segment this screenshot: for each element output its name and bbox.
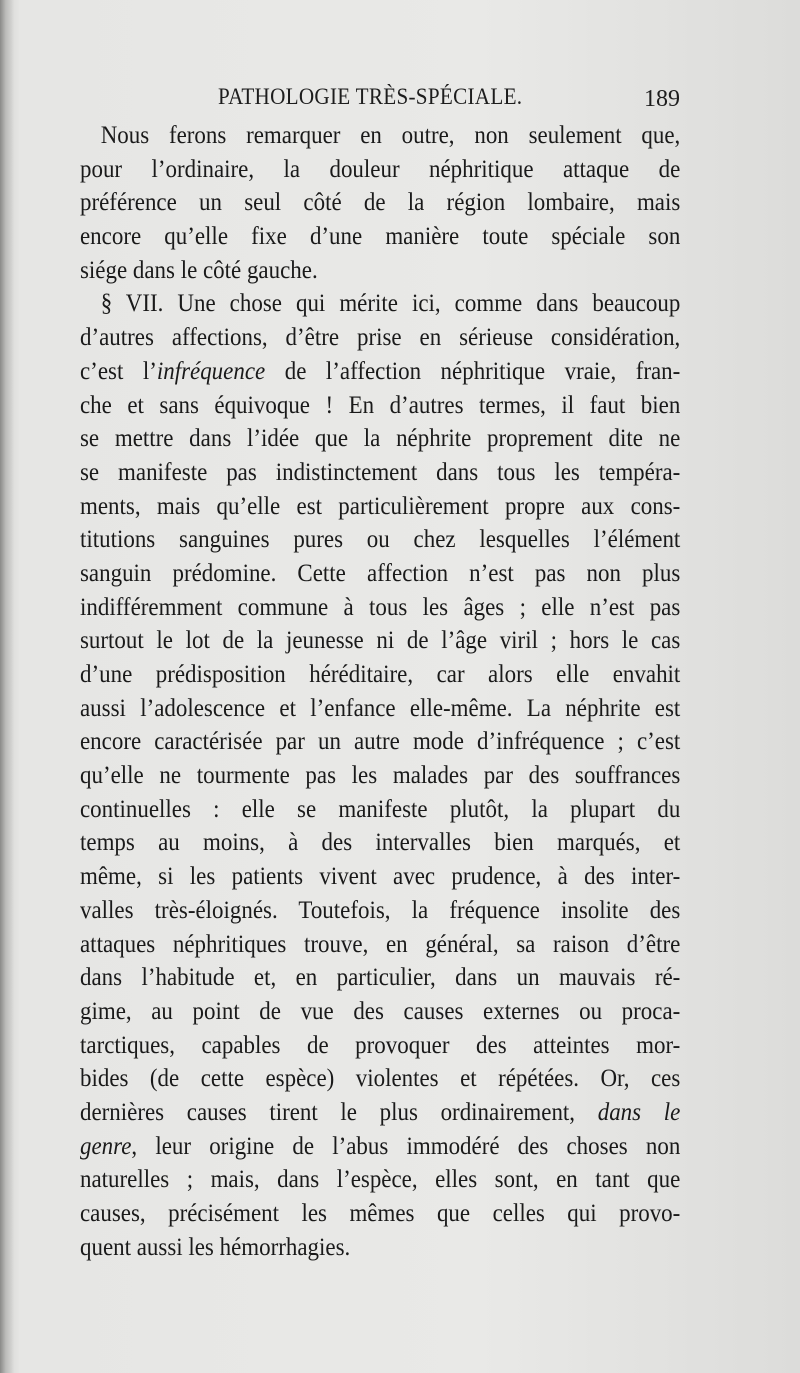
text-line: surtout le lot de la jeunesse ni de l’âge viril ; hors le cas (80, 625, 681, 655)
text-line: che et sans équivoque ! En d’autres termes, il faut bien (80, 389, 681, 419)
text-line: sanguin prédomine. Cette affection n’est pas non plus (80, 557, 681, 587)
page-header (80, 84, 680, 116)
text-line: indifféremment commune à tous les âges ; elle n’est pas (80, 591, 681, 621)
text-line: § VII. Une chose qui mérite ici, comme dans beaucoup (100, 288, 681, 318)
text-line: gime, au point de vue des causes externes ou proca- (80, 995, 681, 1025)
body-text (80, 118, 680, 1263)
page-number: 189 (644, 86, 680, 112)
text-line: se manifeste pas indistinctement dans tous les tempéra- (80, 456, 681, 486)
text-line: valles très-éloignés. Toutefois, la fréquence insolite des (80, 894, 681, 924)
text-line: tarctiques, capables de provoquer des atteintes mor- (80, 1029, 681, 1059)
text-line: dans l’habitude et, en particulier, dans un mauvais ré- (80, 962, 681, 992)
text-line: ments, mais qu’elle est particulièrement propre aux cons- (80, 490, 681, 520)
text-line: pour l’ordinaire, la douleur néphritique attaque de (80, 153, 681, 183)
text-line: encore qu’elle fixe d’une manière toute spéciale son (80, 221, 681, 251)
text-line: d’autres affections, d’être prise en sérieuse considération, (80, 322, 681, 352)
text-line: quent aussi les hémorrhagies. (80, 1231, 351, 1261)
text-line: d’une prédisposition héréditaire, car alors elle envahit (80, 659, 681, 688)
text-line: préférence un seul côté de la région lombaire, mais (80, 187, 681, 217)
text-segment: de l’affection néphritique vraie, fran- (265, 355, 681, 385)
text-line: causes, précisément les mêmes que celles qui provo- (80, 1198, 681, 1227)
italic-term: dans le (597, 1096, 681, 1126)
text-line: temps au moins, à des intervalles bien marqués, et (80, 827, 681, 857)
text-segment: c’est l’ (80, 355, 157, 385)
text-line: bides (de cette espèce) violentes et répétées. Or, ces (80, 1063, 681, 1093)
text-line: même, si les patients vivent avec prudence, à des inter- (80, 861, 681, 891)
running-title: PATHOLOGIE TRÈS-SPÉCIALE. (218, 84, 523, 109)
text-segment: dernières causes tirent le plus ordinairement, (80, 1096, 598, 1126)
text-line: encore caractérisée par un autre mode d’infréquence ; c’est (80, 726, 681, 756)
text-line: qu’elle ne tourmente pas les malades par des souffrances (80, 760, 681, 790)
text-line: se mettre dans l’idée que la néphrite proprement dite ne (80, 423, 681, 453)
italic-term: genre (80, 1130, 132, 1160)
text-line: attaques néphritiques trouve, en général, sa raison d’être (80, 928, 681, 958)
text-line: Nous ferons remarquer en outre, non seulement que, (100, 120, 681, 149)
page-binding-shadow (0, 0, 14, 1373)
text-segment: , leur origine de l’abus immodéré des choses non (131, 1130, 681, 1160)
text-line (80, 354, 680, 388)
text-line: naturelles ; mais, dans l’espèce, elles sont, en tant que (80, 1164, 681, 1194)
text-line (80, 1095, 680, 1129)
text-line: aussi l’adolescence et l’enfance elle-même. La néphrite est (80, 692, 681, 722)
text-line: siége dans le côté gauche. (80, 254, 318, 284)
text-line (80, 1129, 680, 1163)
italic-term: infréquence (156, 355, 266, 385)
text-line: titutions sanguines pures ou chez lesquelles l’élément (80, 524, 681, 554)
text-line: continuelles : elle se manifeste plutôt, la plupart du (80, 793, 681, 823)
